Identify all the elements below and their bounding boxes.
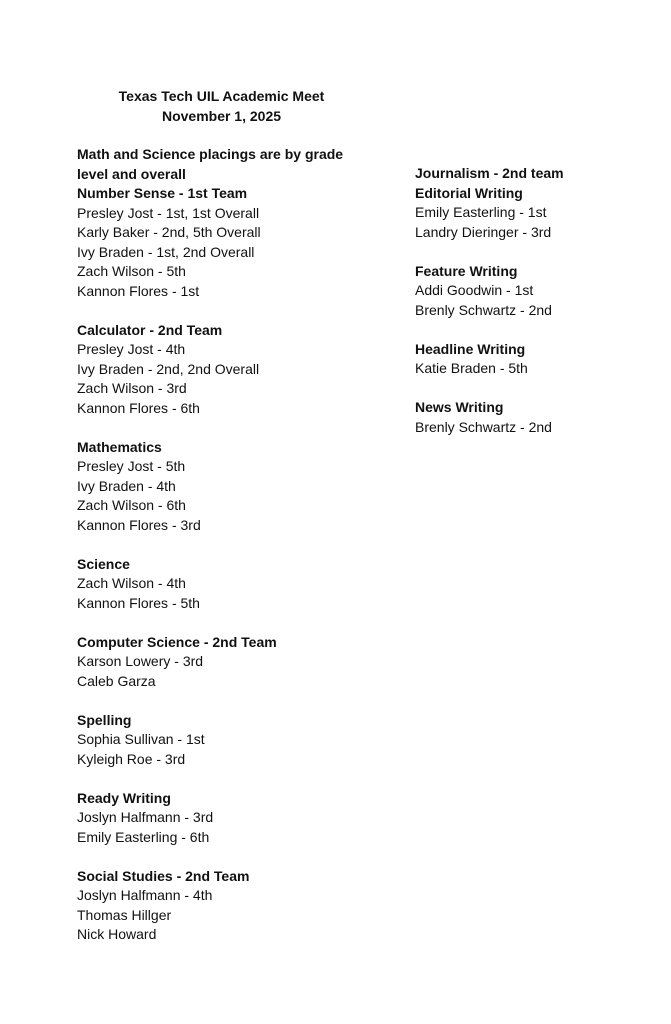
section-mathematics	[77, 438, 377, 536]
section-title: Ready Writing	[77, 789, 171, 806]
section-title: Science	[77, 555, 130, 572]
result-entry: Addi Goodwin - 1st	[415, 282, 534, 298]
result-entry: Ivy Braden - 2nd, 2nd Overall	[77, 360, 260, 377]
right-column	[415, 164, 655, 457]
result-entry: Thomas Hillger	[77, 906, 172, 923]
result-entry: Brenly Schwartz - 2nd	[415, 301, 552, 318]
result-entry: Nick Howard	[77, 926, 157, 942]
result-entry: Joslyn Halfmann - 3rd	[77, 809, 214, 825]
result-entry: Brenly Schwartz - 2nd	[415, 418, 552, 435]
document-header	[0, 87, 443, 126]
section-title: Social Studies - 2nd Team	[77, 867, 250, 884]
section-title: Mathematics	[77, 438, 162, 455]
result-entry: Caleb Garza	[77, 672, 156, 689]
section-title: Spelling	[77, 711, 132, 728]
section-title: Feature Writing	[415, 262, 518, 279]
intro-note: Math and Science placings are by grade level and overall	[77, 146, 344, 182]
result-entry: Kannon Flores - 5th	[77, 594, 200, 611]
section-news-writing	[415, 398, 655, 437]
result-entry: Kannon Flores - 1st	[77, 282, 200, 299]
result-entry: Kannon Flores - 6th	[77, 399, 200, 416]
result-entry: Zach Wilson - 3rd	[77, 380, 187, 396]
journalism-heading: Journalism - 2nd team	[415, 165, 564, 181]
result-entry: Katie Braden - 5th	[415, 360, 528, 376]
result-entry: Joslyn Halfmann - 4th	[77, 887, 213, 903]
result-entry: Kyleigh Roe - 3rd	[77, 750, 186, 767]
result-entry: Presley Jost - 1st, 1st Overall	[77, 204, 260, 221]
section-science	[77, 555, 377, 614]
result-entry: Karly Baker - 2nd, 5th Overall	[77, 224, 261, 240]
result-entry: Zach Wilson - 4th	[77, 575, 186, 591]
section-computer-science	[77, 633, 377, 692]
document-title: Texas Tech UIL Academic Meet	[118, 88, 325, 104]
section-calculator	[77, 321, 377, 419]
result-entry: Landry Dieringer - 3rd	[415, 223, 552, 240]
result-entry: Presley Jost - 5th	[77, 458, 186, 474]
result-entry: Zach Wilson - 6th	[77, 497, 186, 513]
result-entry: Kannon Flores - 3rd	[77, 516, 201, 533]
result-entry: Presley Jost - 4th	[77, 341, 186, 357]
section-title: Computer Science - 2nd Team	[77, 633, 277, 650]
result-entry: Emily Easterling - 6th	[77, 828, 210, 845]
section-editorial-writing	[415, 184, 655, 243]
section-title: Headline Writing	[415, 340, 526, 357]
result-entry: Emily Easterling - 1st	[415, 204, 547, 220]
left-column	[77, 145, 377, 964]
section-spelling	[77, 711, 377, 770]
result-entry: Ivy Braden - 4th	[77, 477, 176, 494]
section-number-sense	[77, 184, 377, 301]
section-ready-writing	[77, 789, 377, 848]
section-title: Calculator - 2nd Team	[77, 321, 223, 338]
result-entry: Karson Lowery - 3rd	[77, 653, 204, 669]
section-title: News Writing	[415, 399, 504, 415]
section-social-studies	[77, 867, 377, 945]
result-entry: Sophia Sullivan - 1st	[77, 731, 205, 747]
section-feature-writing	[415, 262, 655, 321]
result-entry: Zach Wilson - 5th	[77, 263, 186, 279]
section-headline-writing	[415, 340, 655, 379]
document-date: November 1, 2025	[161, 107, 282, 124]
section-title: Editorial Writing	[415, 184, 523, 201]
section-title: Number Sense - 1st Team	[77, 185, 248, 201]
result-entry: Ivy Braden - 1st, 2nd Overall	[77, 243, 255, 260]
